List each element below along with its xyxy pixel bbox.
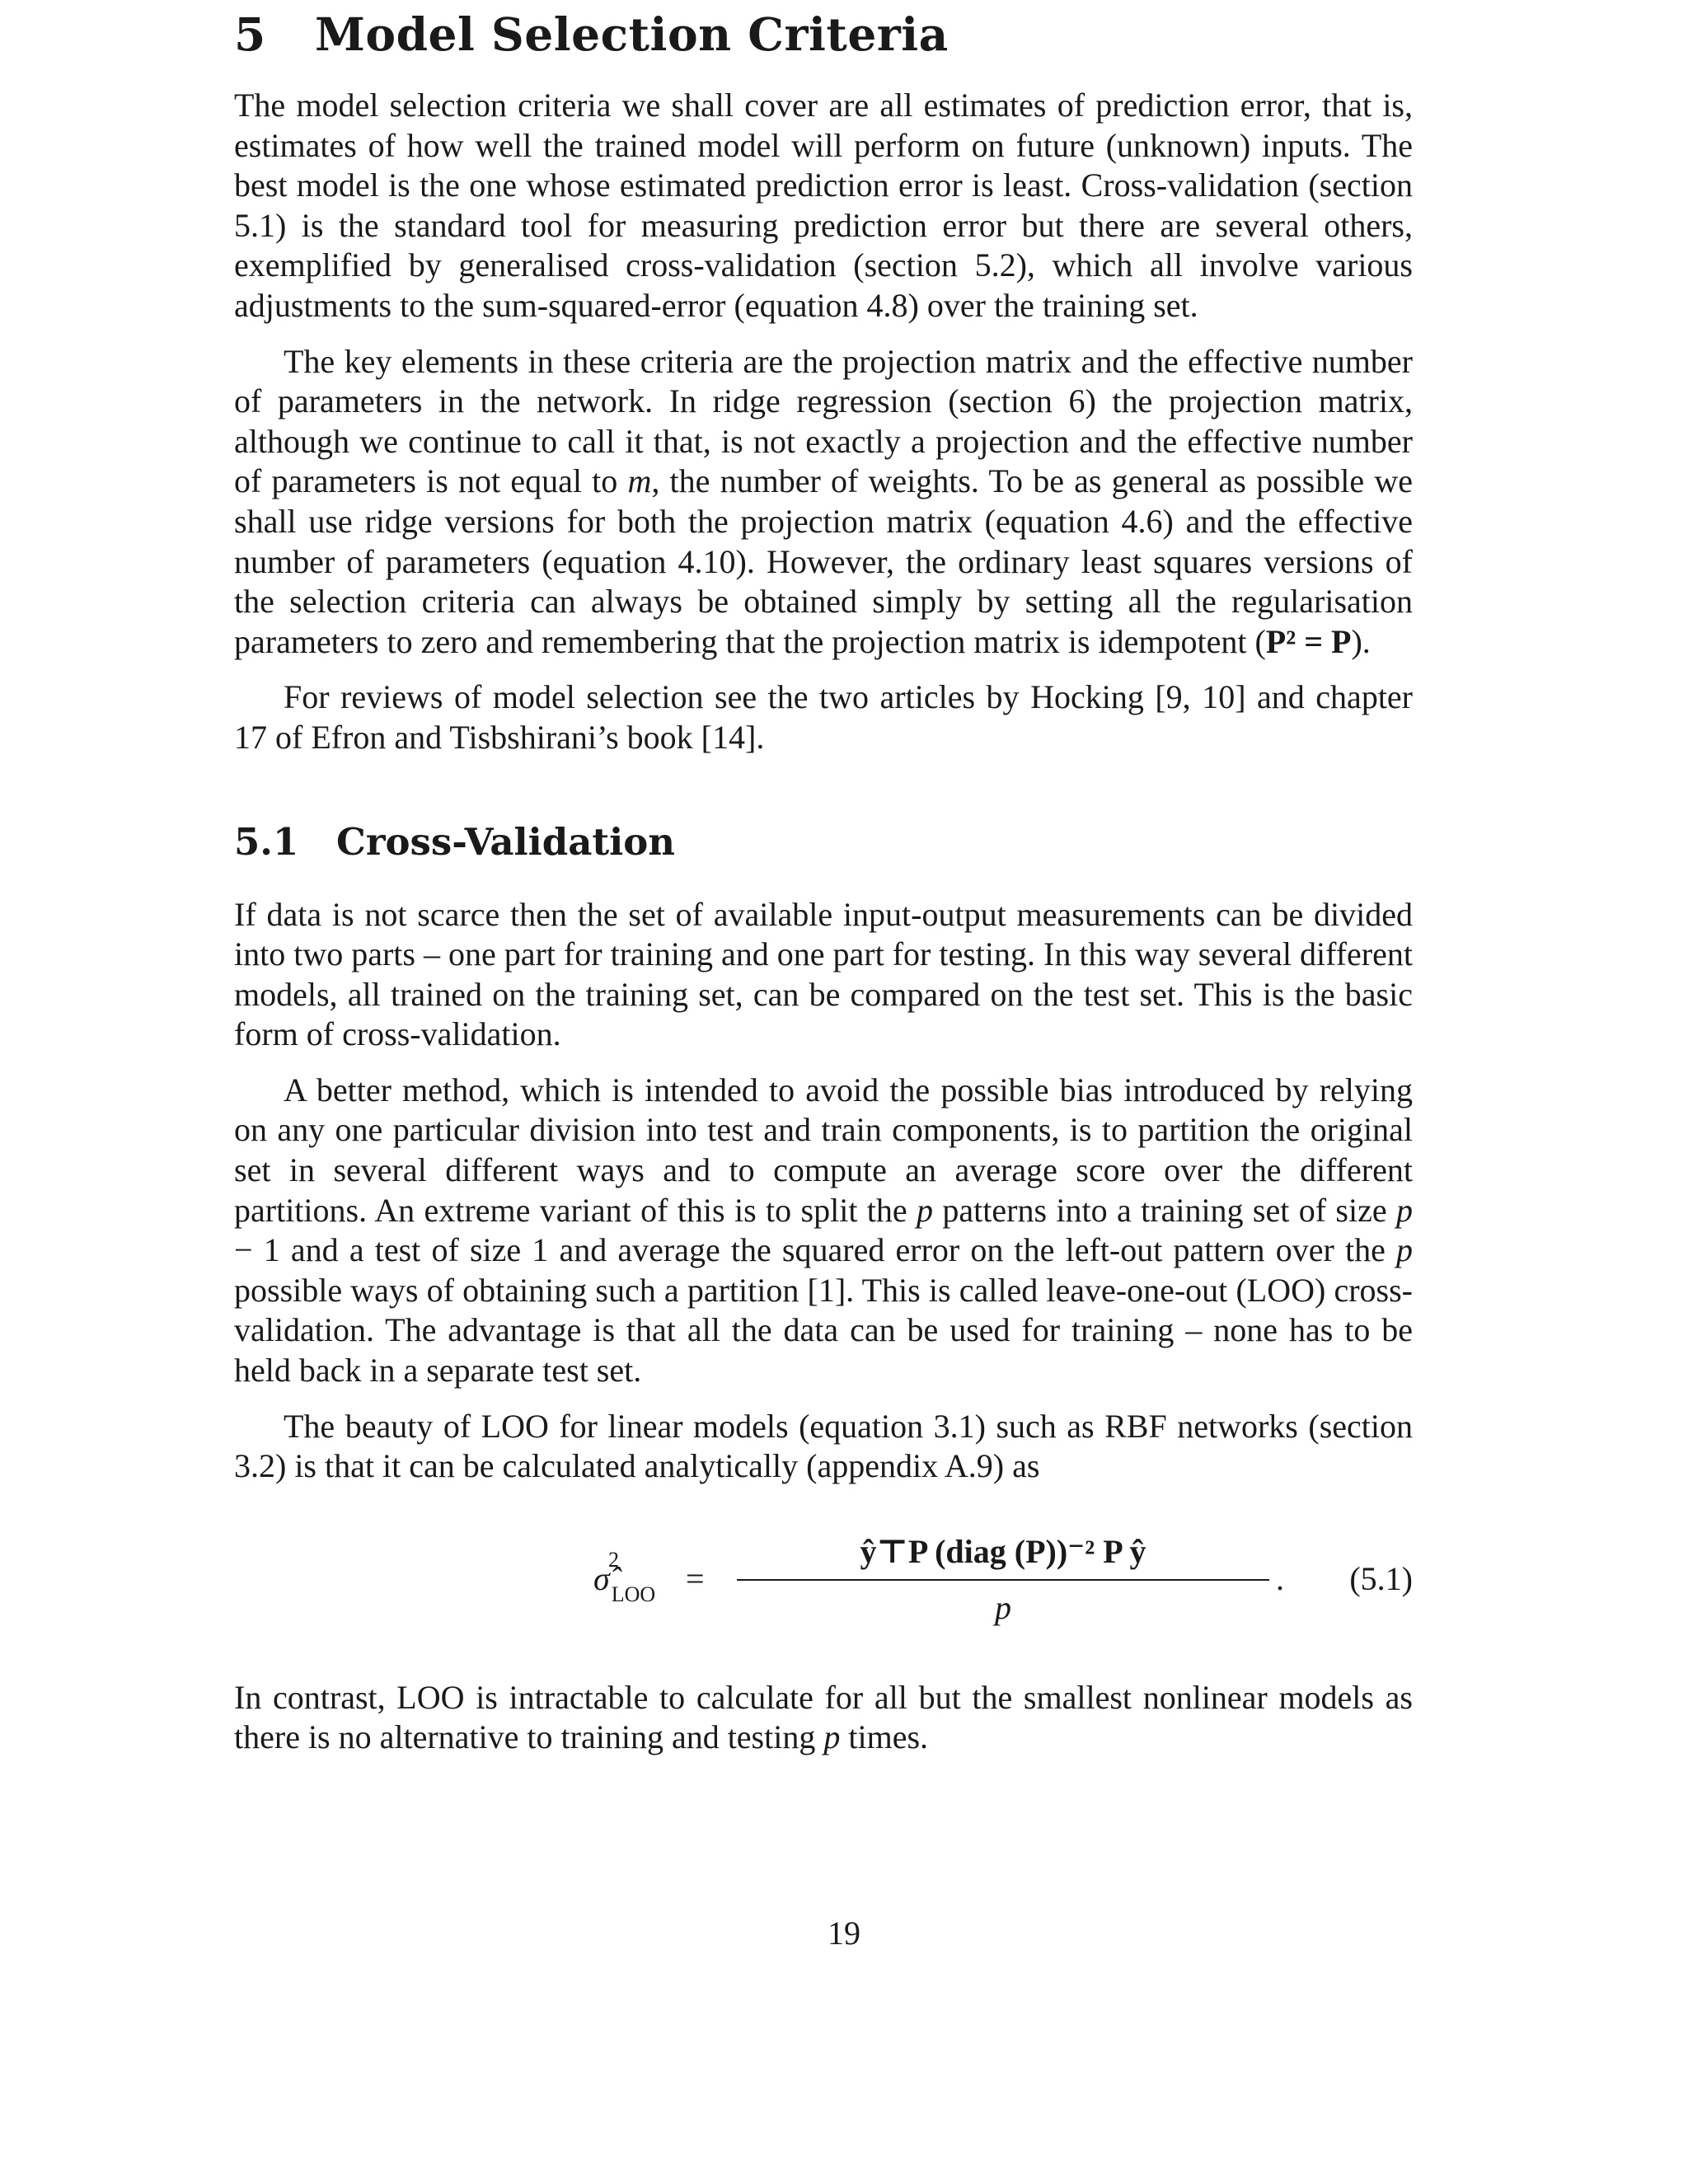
section-heading <box>234 0 1413 81</box>
sigma-hat-symbol: σ̂ <box>593 1559 610 1597</box>
section-number: 5 <box>234 7 266 61</box>
math-idempotent: P² = P <box>1265 622 1352 660</box>
subsection-paragraph-3: The beauty of LOO for linear models (equation 3.1) such as RBF networks (section 3.2) is that it can be calculated analytically (appendix A.9) as <box>234 1407 1413 1485</box>
subsection-paragraph-2 <box>234 1071 1413 1391</box>
section-paragraph-1: The model selection criteria we shall cover are all estimates of prediction error, that is, estimates of how well the trained model will perform on future (unknown) inputs. The best model is the one whose estimated prediction error is least. Cross-validation (section 5.1) is the standard tool for measuring prediction error but there are several others, exemplified by generalised cross-validation (section 5.2), which all involve various adjustments to the sum-squared-error (equation 4.8) over the training set. <box>234 87 1413 324</box>
text-run: , the number of weights. To be as general as possible we shall use ridge versions for both the projection matrix (equation 4.6) and the effective number of parameters (equation 4.10). However, the ordinary least squares versions of the selection criteria can always be obtained simply by setting all the regularisation parameters to zero and remembering that the projection matrix is idempotent ( <box>234 462 1414 660</box>
text-run: − 1 and a test of size 1 and average the squared error on the left-out pattern over the <box>234 1231 1396 1269</box>
text-run: The key elements in these criteria are the projection matrix and the effective number of parameters in the network. In ridge regression (section 6) the projection matrix, although we continue to call it that, is not exactly a projection and the effective number of parameters is not equal to <box>234 342 1413 500</box>
text-run: ). <box>1351 622 1371 660</box>
subscript: LOO <box>611 1582 656 1606</box>
text-run: A better method, which is intended to avoid the possible bias introduced by relying on any one particular division into test and train components, is to partition the original set in several different ways and to compute an average score over the different partitions. An extreme variant of this is to split the <box>234 1071 1413 1229</box>
subsection-heading <box>234 818 1413 867</box>
section-paragraph-3: For reviews of model selection see the two articles by Hocking [9, 10] and chapter 17 of Efron and Tisbshirani’s book [14]. <box>234 678 1413 756</box>
text-run: times. <box>840 1718 929 1756</box>
fraction-denominator: p <box>995 1588 1011 1626</box>
text-run: possible ways of obtaining such a partition [1]. This is called leave-one-out (LOO) cross-validation. The advantage is that all the data can be used for training – none has to be held back in a separate test set. <box>234 1271 1413 1390</box>
text-run: In contrast, LOO is intractable to calculate for all but the smallest nonlinear models as there is no alternative to training and testing <box>234 1678 1413 1756</box>
fraction <box>737 1531 1269 1629</box>
page-content <box>234 0 1413 1758</box>
math-symbol-p: p <box>1395 1191 1413 1229</box>
subsection-paragraph-4 <box>234 1678 1413 1758</box>
subsection-title: Cross-Validation <box>336 819 675 864</box>
text-run: patterns into a training set of size <box>933 1191 1396 1229</box>
math-symbol-p: p <box>823 1718 841 1756</box>
subsection-paragraph-1: If data is not scarce then the set of available input-output measurements can be divided into two parts – one part for training and one part for testing. In this way several different models, all trained on the training set, can be compared on the test set. This is the basic form of cross-validation. <box>234 895 1413 1053</box>
page-number: 19 <box>828 1915 860 1952</box>
section-paragraph-2 <box>234 342 1413 663</box>
math-symbol-p: p <box>917 1191 934 1229</box>
equation-5-1 <box>234 1531 1413 1630</box>
fraction-numerator: ŷ⊤P (diag (P))⁻² P ŷ <box>737 1531 1269 1581</box>
equals-sign: = <box>686 1559 705 1597</box>
equation-period: . <box>1276 1559 1284 1597</box>
equation-lhs <box>593 1547 656 1606</box>
superscript: 2 <box>608 1547 619 1572</box>
math-symbol-p: p <box>1396 1231 1413 1269</box>
section-title: Model Selection Criteria <box>315 7 949 61</box>
equation-label: (5.1) <box>1349 1559 1413 1597</box>
math-symbol-m: m <box>627 462 652 500</box>
subsection-number: 5.1 <box>234 819 299 864</box>
